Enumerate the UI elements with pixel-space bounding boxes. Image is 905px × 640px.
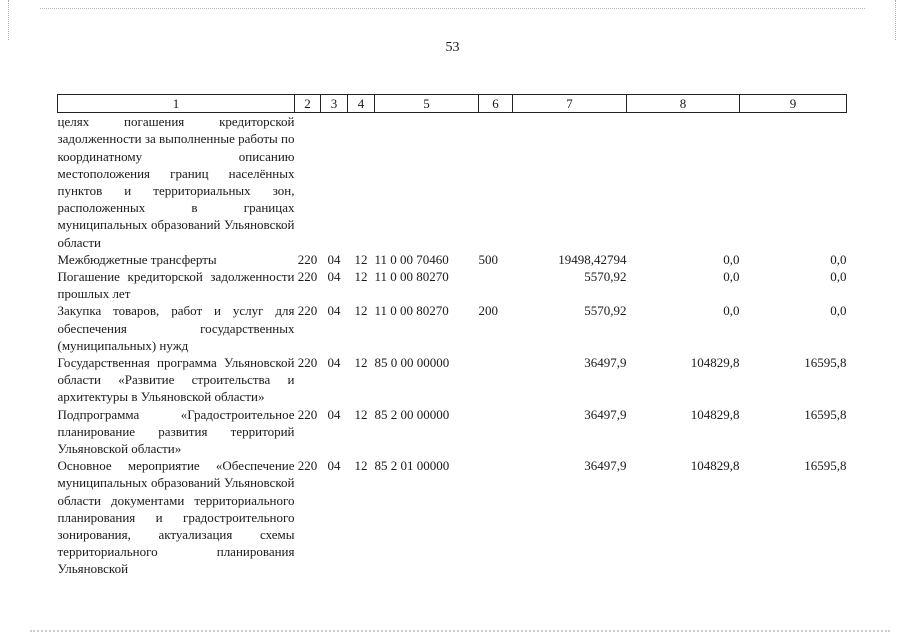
table-row [58, 251, 847, 268]
cell-amount-2: 0,0 [723, 303, 740, 319]
table-row [58, 268, 847, 302]
cell-amount-1: 19498,42794 [558, 251, 627, 267]
cell-csr: 11 0 00 70460 [374, 251, 449, 267]
cell-amount-2 [627, 113, 740, 251]
cell-amount-3: 16595,8 [804, 406, 847, 422]
cell-rz: 04 [327, 251, 341, 267]
budget-table [57, 94, 847, 578]
col-header: 3 [321, 95, 348, 113]
row-name: целях погашения кредиторской задолженности за выполненные работы по координатному описанию местоположения границ населённых пунктов и территориальных зон, расположенных в границах муниципальных образований Ульяновской области [57, 114, 295, 250]
cell-amount-3: 0,0 [830, 269, 847, 285]
cell-amount-3: 0,0 [830, 303, 847, 319]
cell-pr: 12 [354, 355, 368, 371]
table-row [58, 113, 847, 251]
cell-csr: 85 0 00 00000 [374, 355, 450, 371]
cell-amount-1: 5570,92 [584, 269, 627, 285]
scan-artifact-left [8, 0, 10, 40]
cell-rz: 04 [327, 269, 341, 285]
row-name: Погашение кредиторской задолженности прошлых лет [57, 269, 295, 302]
cell-csr: 11 0 00 80270 [374, 269, 449, 285]
cell-amount-1: 36497,9 [584, 458, 627, 474]
cell-vr [479, 354, 513, 406]
cell-pr [348, 113, 375, 251]
cell-amount-3: 0,0 [830, 251, 847, 267]
cell-rz: 04 [327, 303, 341, 319]
cell-gr: 220 [297, 251, 318, 267]
row-name: Закупка товаров, работ и услуг для обеспечения государственных (муниципальных) нужд [57, 303, 295, 353]
cell-rz: 04 [327, 406, 341, 422]
cell-csr: 85 2 00 00000 [374, 406, 450, 422]
row-name: Межбюджетные трансферты [57, 251, 217, 267]
cell-vr [479, 268, 513, 302]
cell-gr: 220 [297, 303, 318, 319]
col-header: 1 [58, 95, 295, 113]
cell-pr: 12 [354, 458, 368, 474]
cell-gr: 220 [297, 269, 318, 285]
cell-vr [479, 113, 513, 251]
col-header: 6 [479, 95, 513, 113]
row-name: Государственная программа Ульяновской области «Развитие строительства и архитектуры в Ульяновской области» [57, 355, 295, 405]
cell-gr: 220 [297, 355, 318, 371]
col-header: 5 [375, 95, 479, 113]
cell-amount-1 [513, 113, 627, 251]
table-row [58, 406, 847, 458]
table-row [58, 457, 847, 577]
row-name: Подпрограмма «Градостроительное планирование развития территорий Ульяновской области» [57, 406, 295, 457]
col-header: 9 [740, 95, 847, 113]
cell-amount-1: 36497,9 [584, 355, 627, 371]
table-row [58, 354, 847, 406]
row-name: Основное мероприятие «Обеспечение муниципальных образований Ульяновской области документами территориального планирования и градостроительного зонирования, актуализация схемы территориального планирования Ульяновской [57, 458, 295, 577]
cell-csr: 85 2 01 00000 [374, 458, 450, 474]
cell-gr: 220 [297, 406, 318, 422]
cell-amount-1: 36497,9 [584, 406, 627, 422]
cell-pr: 12 [354, 303, 368, 319]
page-number: 53 [445, 40, 460, 55]
table-header-row [58, 95, 847, 113]
col-header: 8 [627, 95, 740, 113]
cell-csr: 11 0 00 80270 [374, 303, 449, 319]
col-header: 2 [295, 95, 321, 113]
cell-rz [321, 113, 348, 251]
cell-pr: 12 [354, 251, 368, 267]
cell-vr [479, 406, 513, 458]
cell-amount-2: 104829,8 [690, 458, 740, 474]
cell-amount-2: 0,0 [723, 269, 740, 285]
cell-gr: 220 [297, 458, 318, 474]
cell-vr [479, 457, 513, 577]
cell-amount-3: 16595,8 [804, 458, 847, 474]
scan-artifact-bottom [30, 630, 890, 632]
scan-artifact-top [40, 8, 865, 9]
cell-amount-2: 0,0 [723, 251, 740, 267]
cell-amount-2: 104829,8 [690, 355, 740, 371]
col-header: 4 [348, 95, 375, 113]
cell-amount-3: 16595,8 [804, 355, 847, 371]
scan-artifact-right [895, 0, 897, 40]
cell-rz: 04 [327, 355, 341, 371]
cell-pr: 12 [354, 406, 368, 422]
table-row [58, 302, 847, 354]
cell-vr: 500 [478, 251, 498, 267]
cell-rz: 04 [327, 458, 341, 474]
cell-vr: 200 [478, 303, 498, 319]
cell-csr [375, 113, 479, 251]
cell-amount-2: 104829,8 [690, 406, 740, 422]
cell-amount-3 [740, 113, 847, 251]
cell-amount-1: 5570,92 [584, 303, 627, 319]
cell-pr: 12 [354, 269, 368, 285]
col-header: 7 [513, 95, 627, 113]
cell-gr [295, 113, 321, 251]
